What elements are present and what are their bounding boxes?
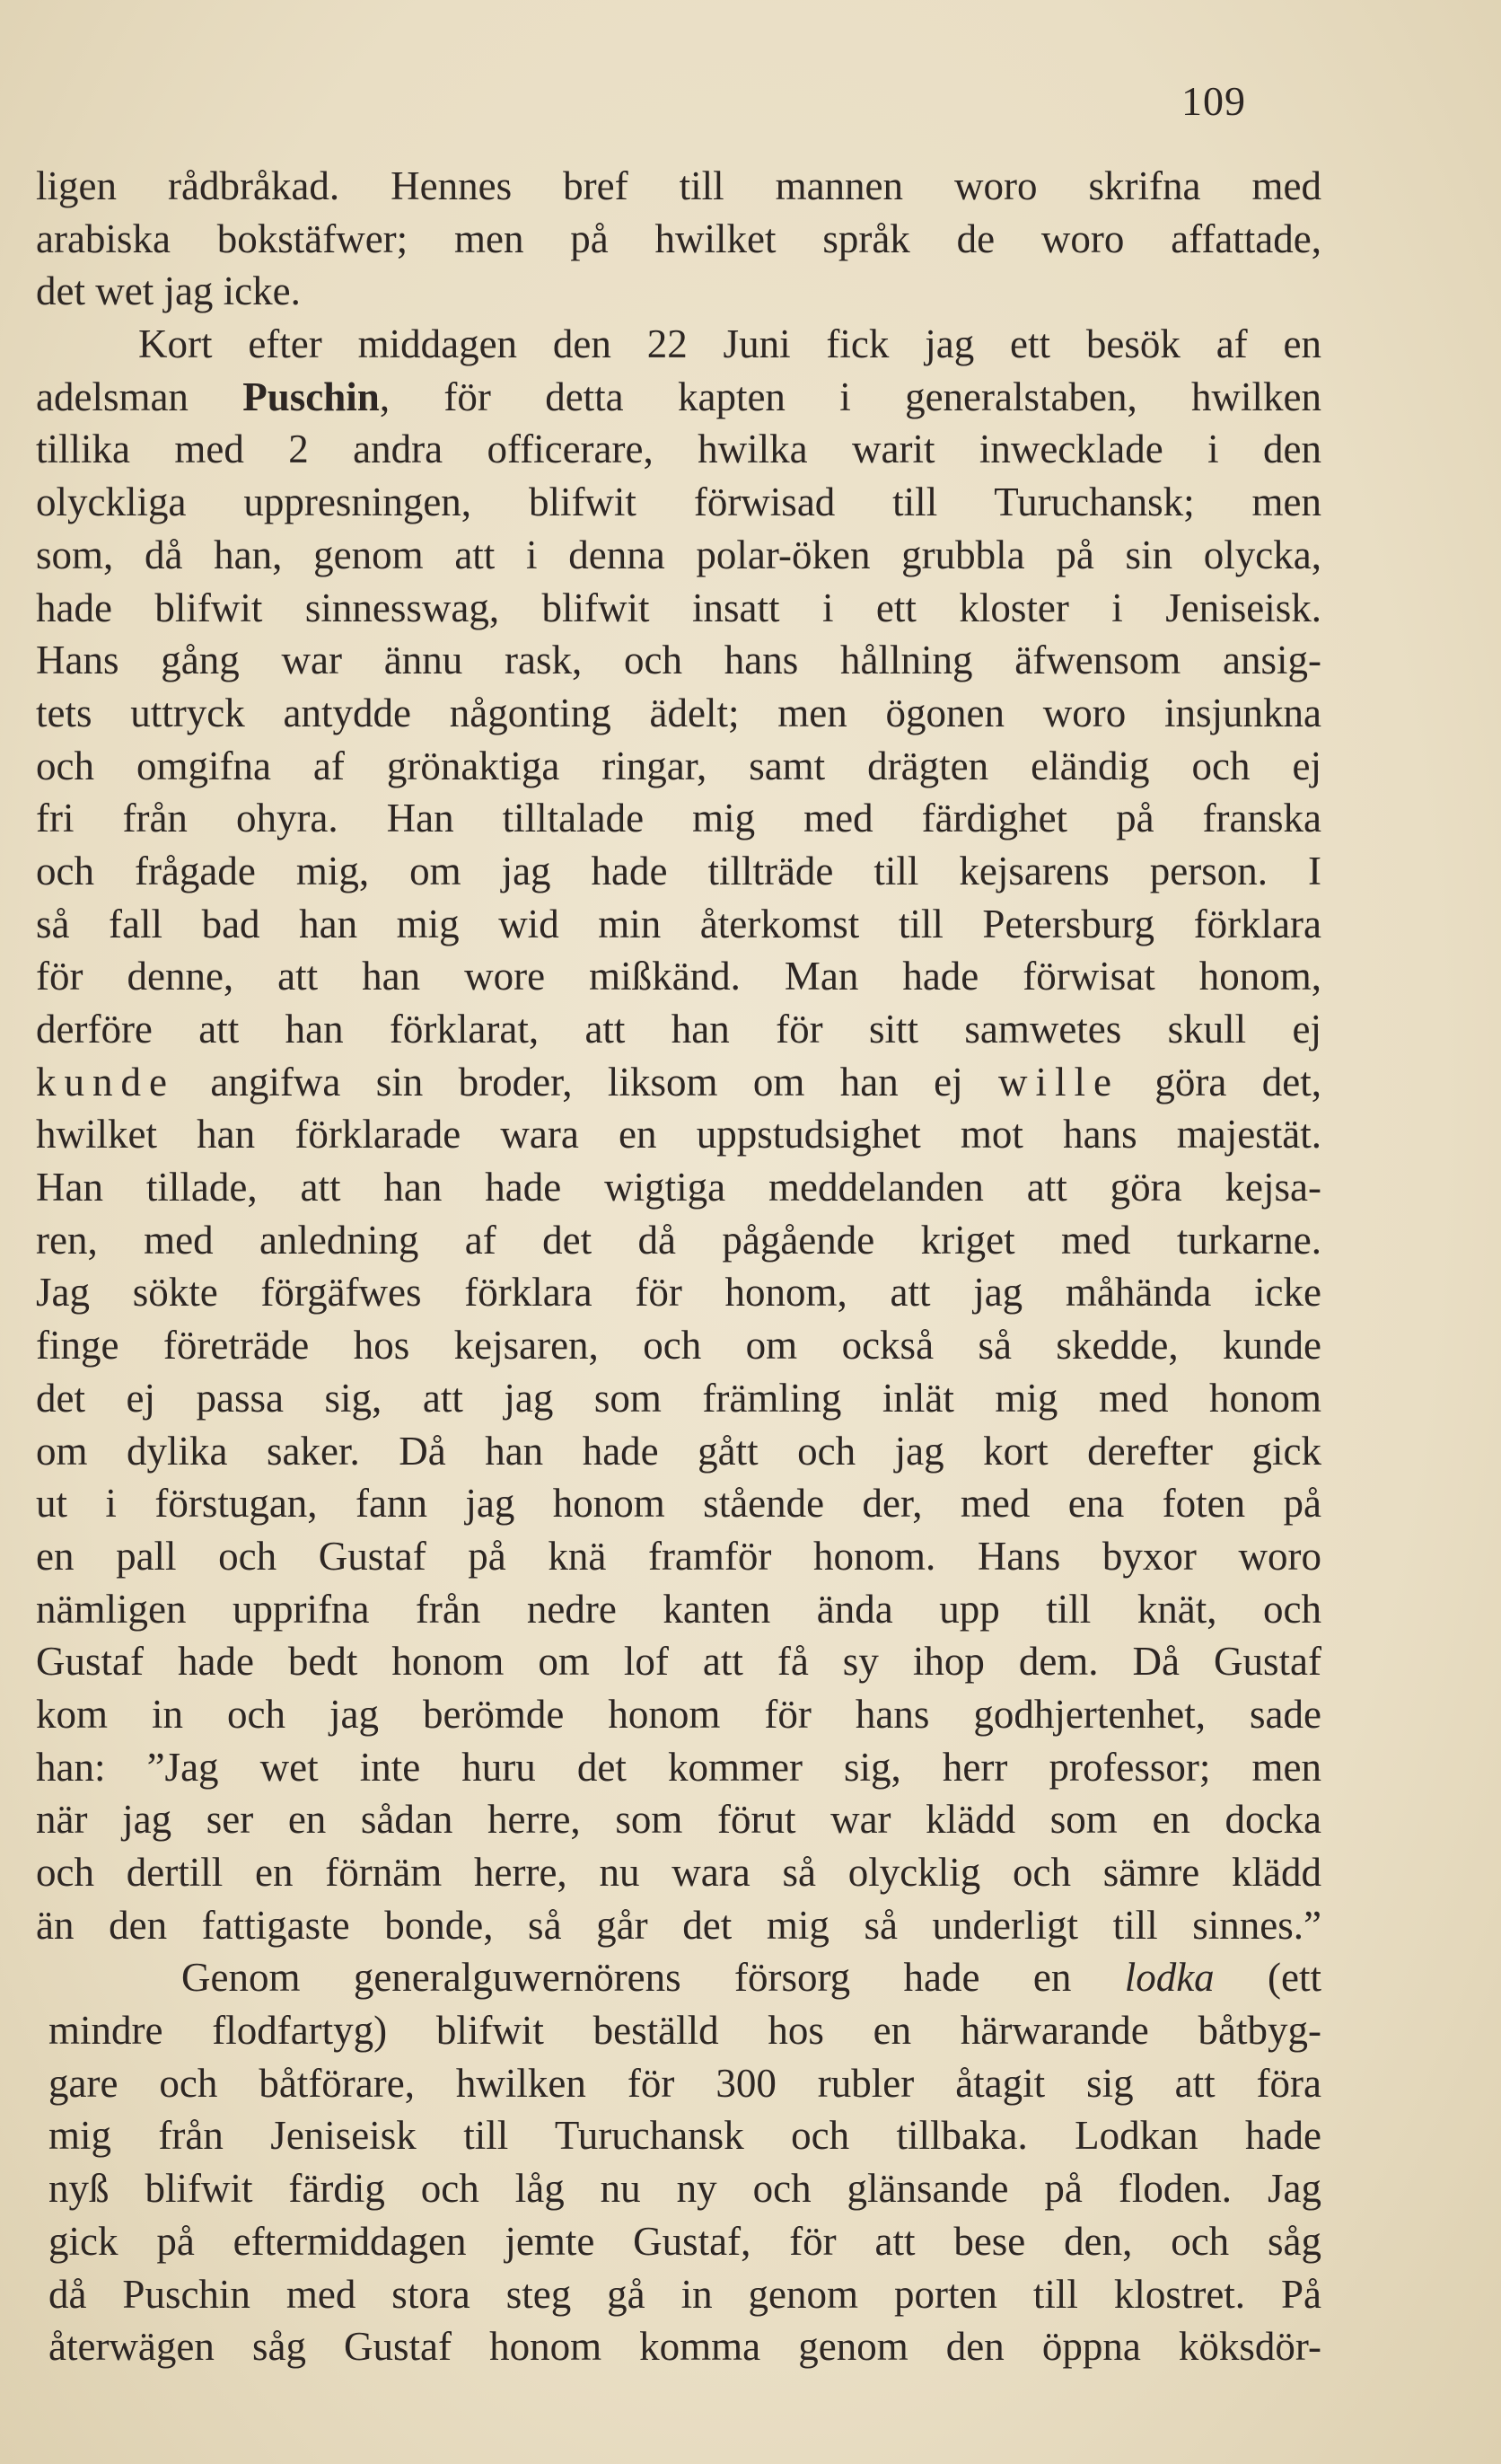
text-line: Kort efter middagen den 22 Juni fick jag ett besök af en <box>138 321 1321 367</box>
text-line: hwilket han förklarade wara en uppstudsighet mot hans majestät. <box>36 1112 1321 1157</box>
text-line: kom in och jag berömde honom för hans godhjertenhet, sade <box>36 1691 1321 1737</box>
text-line: arabiska bokstäfwer; men på hwilket språk de woro affattade, <box>36 216 1321 261</box>
text-line: än den fattigaste bonde, så går det mig så underligt till sinnes.” <box>36 1902 1321 1948</box>
text-line: mig från Jeniseisk till Turuchansk och tillbaka. Lodkan hade <box>48 2113 1321 2159</box>
spaced-word: wille <box>998 1059 1120 1104</box>
paragraph-continued <box>36 160 1321 318</box>
text-line: och omgifna af grönaktiga ringar, samt drägten eländig och ej <box>36 743 1321 788</box>
text-line: hade blifwit sinnesswag, blifwit insatt i ett kloster i Jeniseisk. <box>36 585 1321 630</box>
text-line: och frågade mig, om jag hade tillträde till kejsarens person. I <box>36 848 1321 893</box>
text-line: fri från ohyra. Han tilltalade mig med färdighet på franska <box>36 796 1321 841</box>
text-line: nämligen upprifna från nedre kanten ända upp till knät, och <box>36 1586 1321 1632</box>
text-line <box>48 1951 1321 2004</box>
text-line: olyckliga uppresningen, blifwit förwisad till Turuchansk; men <box>36 480 1321 525</box>
text-line: när jag ser en sådan herre, som förut war klädd som en docka <box>36 1797 1321 1843</box>
text-line: det wet jag icke. <box>36 268 301 314</box>
text-line <box>36 1056 1321 1109</box>
text-line: ren, med anledning af det då pågående kriget med turkarne. <box>36 1217 1321 1263</box>
text-line: derföre att han förklarat, att han för sitt samwetes skull ej <box>36 1007 1321 1052</box>
text-segment: göra det, <box>1119 1059 1321 1104</box>
text-line: Jag sökte förgäfwes förklara för honom, att jag måhända icke <box>36 1270 1321 1316</box>
text-line: återwägen såg Gustaf honom komma genom den öppna köksdör- <box>48 2324 1321 2370</box>
text-segment: adelsman <box>36 374 243 419</box>
emphasized-name: Puschin <box>242 374 380 419</box>
text-line: för denne, att han wore mißkänd. Man hade förwisat honom, <box>36 954 1321 999</box>
text-line: ut i förstugan, fann jag honom stående der, med ena foten på <box>36 1481 1321 1527</box>
text-segment: angifwa sin broder, liksom om han ej <box>174 1059 999 1104</box>
paragraph-puschin-visit <box>36 318 1321 1951</box>
text-line: tets uttryck antydde någonting ädelt; men ögonen woro insjunkna <box>36 690 1321 735</box>
text-line: och dertill en förnäm herre, nu wara så olycklig och sämre klädd <box>36 1850 1321 1895</box>
text-line <box>36 371 1321 424</box>
text-line: Gustaf hade bedt honom om lof att få sy ihop dem. Då Gustaf <box>36 1639 1321 1685</box>
page-number: 109 <box>1181 78 1246 124</box>
text-line: Hans gång war ännu rask, och hans hållning äfwensom ansig- <box>36 638 1321 683</box>
text-line: Han tillade, att han hade wigtiga meddelanden att göra kejsa- <box>36 1165 1321 1210</box>
text-segment: Genom generalguwernörens försorg hade en <box>181 1955 1125 2001</box>
paragraph-lodka <box>48 1951 1321 2373</box>
text-line: han: ”Jag wet inte huru det kommer sig, herr professor; men <box>36 1744 1321 1790</box>
italic-word: lodka <box>1124 1955 1215 2001</box>
text-column <box>36 160 1321 2373</box>
spaced-word: kunde <box>36 1059 175 1104</box>
text-line: gick på eftermiddagen jemte Gustaf, för att bese den, och såg <box>48 2218 1321 2264</box>
text-segment: , för detta kapten i generalstaben, hwilken <box>379 374 1321 419</box>
text-line: det ej passa sig, att jag som främling inlät mig med honom <box>36 1375 1321 1421</box>
text-line: så fall bad han mig wid min återkomst till Petersburg förklara <box>36 901 1321 946</box>
text-line: nyß blifwit färdig och låg nu ny och glänsande på floden. Jag <box>48 2166 1321 2212</box>
text-line: om dylika saker. Då han hade gått och jag kort derefter gick <box>36 1428 1321 1474</box>
text-line: ligen rådbråkad. Hennes bref till mannen woro skrifna med <box>36 163 1321 208</box>
text-line: tillika med 2 andra officerare, hwilka warit inwecklade i den <box>36 427 1321 472</box>
text-line: då Puschin med stora steg gå in genom porten till klostret. På <box>48 2271 1321 2317</box>
text-segment: (ett <box>1214 1955 1321 2001</box>
text-line: en pall och Gustaf på knä framför honom. Hans byxor woro <box>36 1533 1321 1579</box>
text-line: gare och båtförare, hwilken för 300 rubler åtagit sig att föra <box>48 2060 1321 2106</box>
text-line: mindre flodfartyg) blifwit beställd hos en härwarande båtbyg- <box>48 2008 1321 2054</box>
text-line: finge företräde hos kejsaren, och om också så skedde, kunde <box>36 1323 1321 1368</box>
text-line: som, då han, genom att i denna polar-öken grubbla på sin olycka, <box>36 532 1321 577</box>
